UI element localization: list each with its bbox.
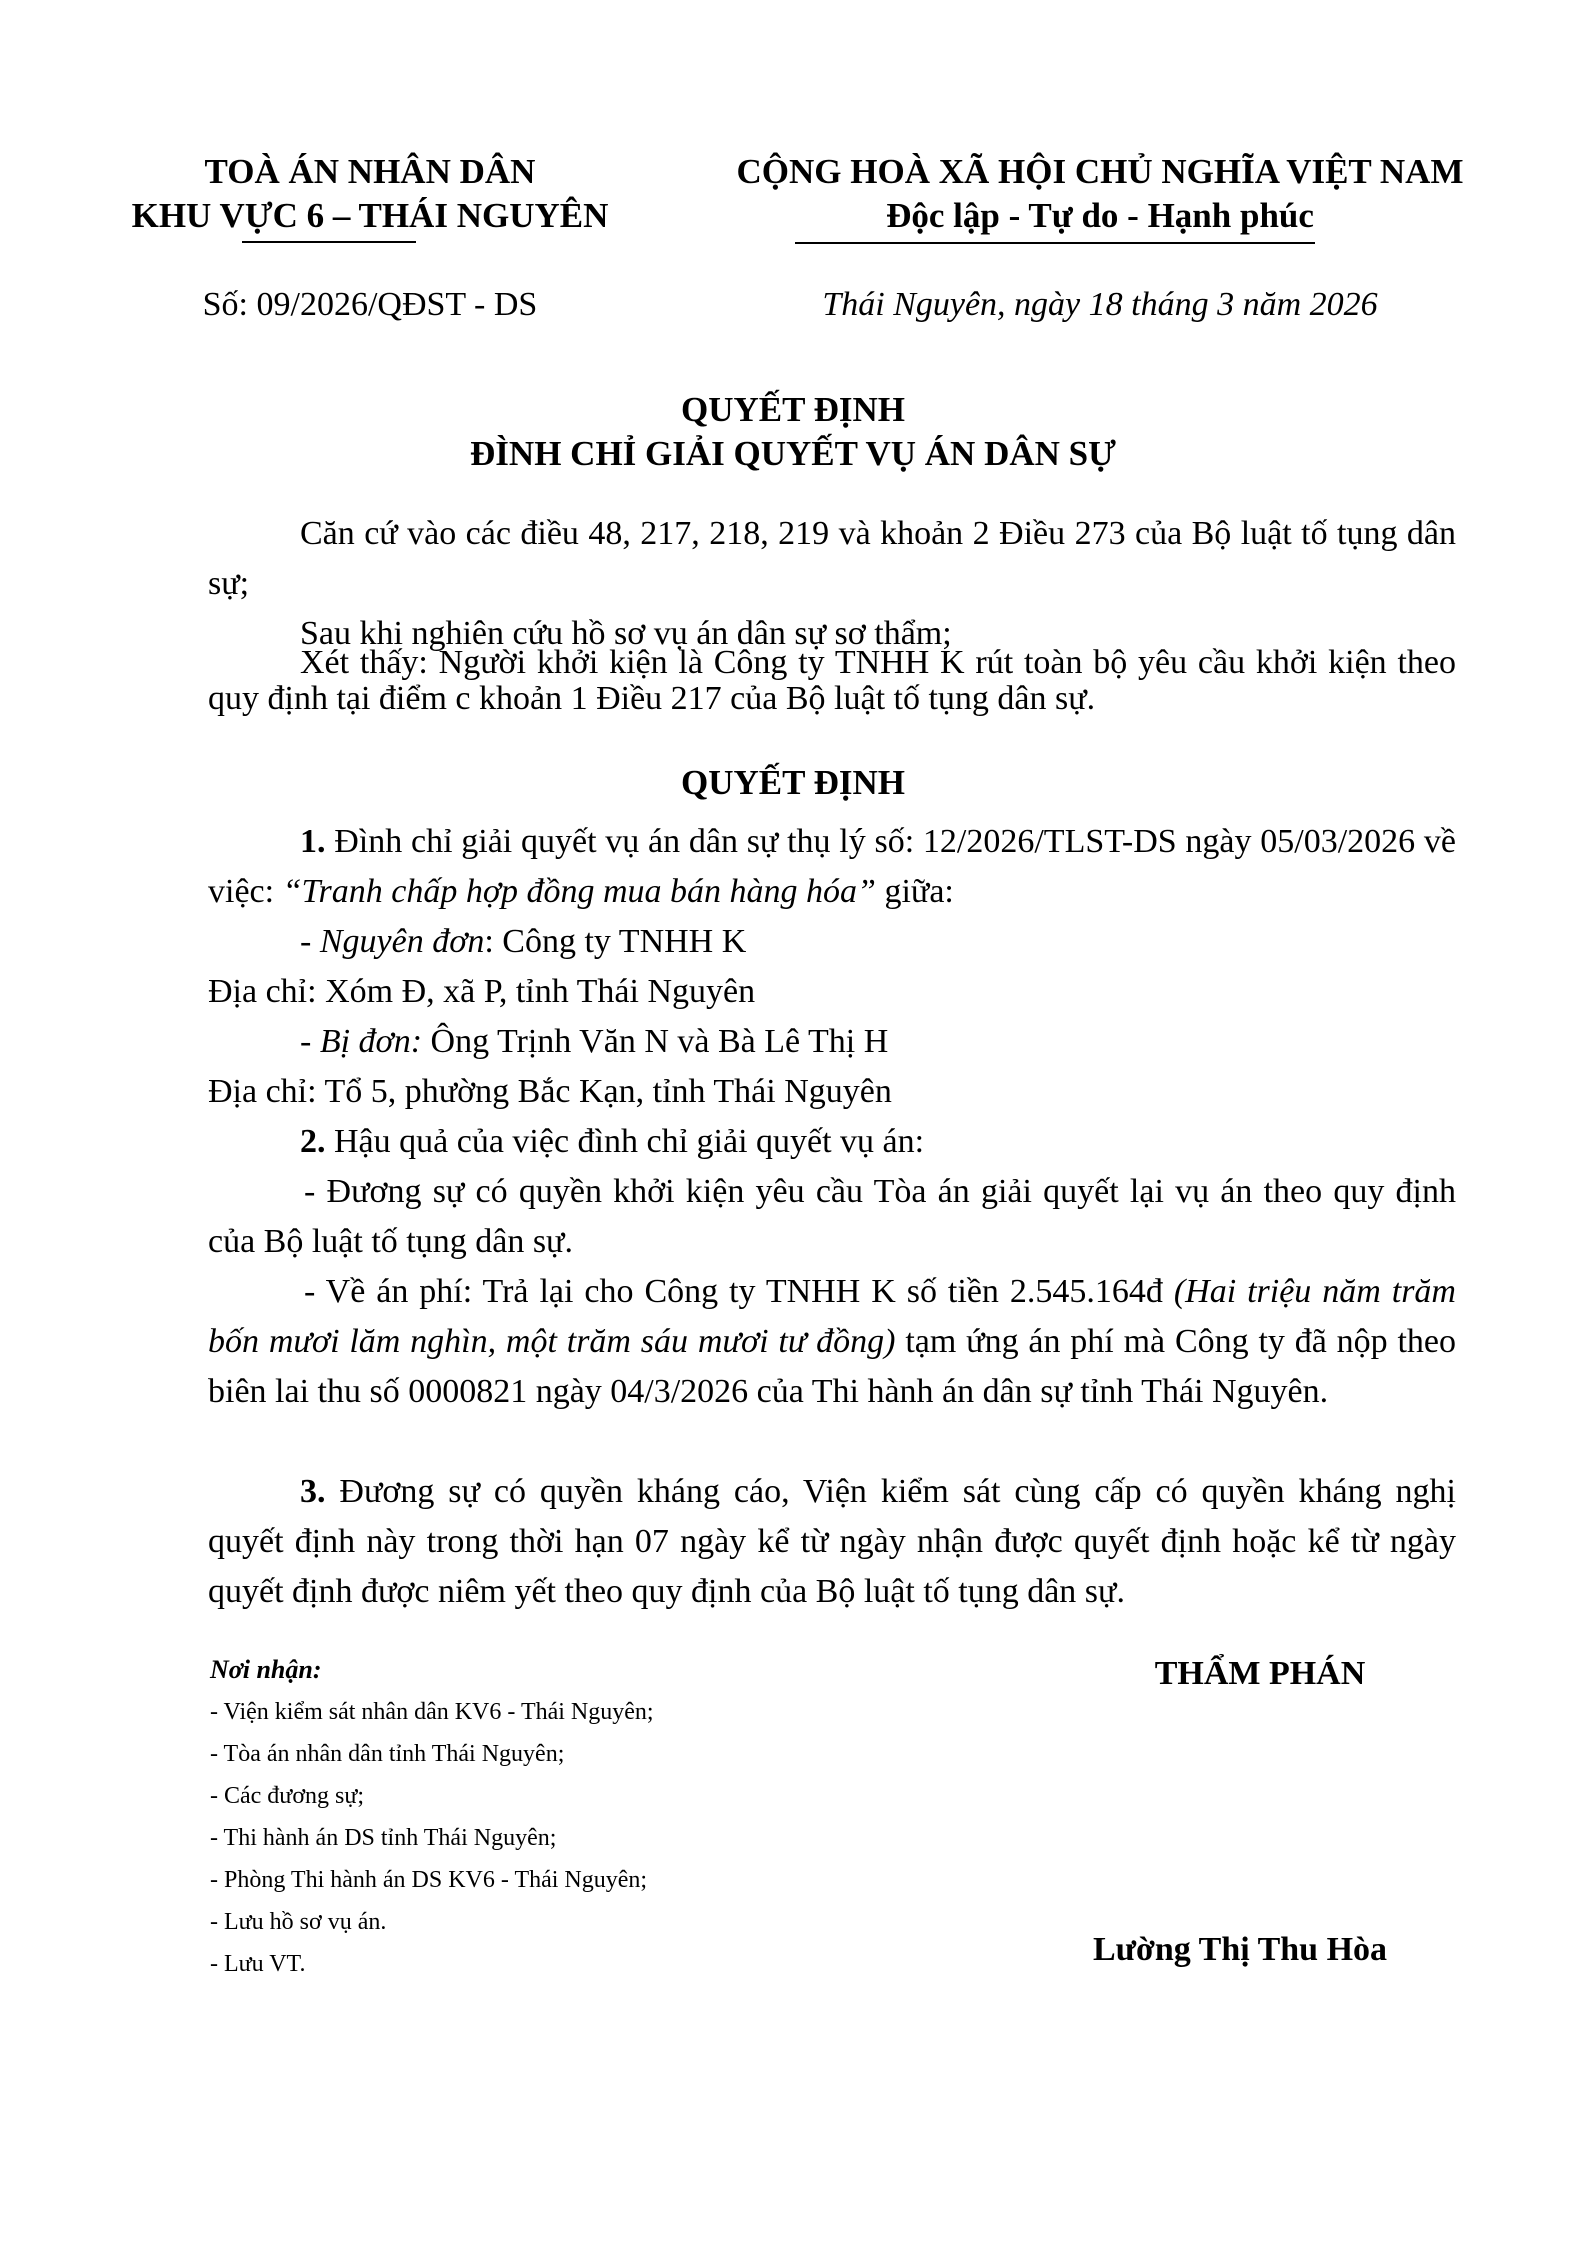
section-3-text: Đương sự có quyền kháng cáo, Viện kiểm sát cùng cấp có quyền kháng nghị quyết định này trong thời hạn 07 ngày kể từ ngày nhận được quyết định hoặc kể từ ngày quyết định được niêm yết theo quy định của Bộ luật tố tụng dân sự. (208, 1473, 1456, 1610)
defendant: - Bị đơn: Ông Trịnh Văn N và Bà Lê Thị H (300, 1023, 889, 1060)
case-name: “Tranh chấp hợp đồng mua bán hàng hóa” (282, 873, 876, 910)
section-2-number: 2. (300, 1123, 326, 1160)
section-1-tail: giữa: (875, 873, 954, 910)
document-title: QUYẾT ĐỊNH (681, 390, 905, 429)
section-3-number: 3. (300, 1473, 326, 1510)
refund-text: - Về án phí: Trả lại cho Công ty TNHH K số tiền 2.545.164đ (304, 1273, 1174, 1310)
recipients-label: Nơi nhận: (210, 1655, 322, 1684)
refund-amount-words: (Hai triệu năm trăm bốn mươi lăm nghìn, một trăm sáu mươi tư đồng) (208, 1273, 1456, 1360)
court-name-line2: KHU VỰC 6 – THÁI NGUYÊN (131, 196, 609, 235)
recipient-item: - Tòa án nhân dân tỉnh Thái Nguyên; (210, 1741, 565, 1767)
plaintiff-label: Nguyên đơn (319, 923, 485, 960)
case-review: Sau khi nghiên cứu hồ sơ vụ án dân sự sơ thẩm; (300, 615, 952, 652)
section-1-number: 1. (300, 823, 326, 860)
defendant-address: Địa chỉ: Tổ 5, phường Bắc Kạn, tỉnh Thái Nguyên (208, 1073, 892, 1110)
document-number: Số: 09/2026/QĐST - DS (202, 286, 538, 323)
recipient-item: - Lưu hồ sơ vụ án. (210, 1909, 387, 1935)
signer-name: Lường Thị Thu Hòa (1092, 1931, 1388, 1968)
finding: Xét thấy: Người khởi kiện là Công ty TNHH K rút toàn bộ yêu cầu khởi kiện theo quy định tại điểm c khoản 1 Điều 217 của Bộ luật tố tụng dân sự. (208, 644, 1456, 717)
recipient-item: - Lưu VT. (210, 1951, 306, 1977)
recipient-item: - Viện kiểm sát nhân dân KV6 - Thái Nguyên; (210, 1699, 654, 1725)
court-name-line1: TOÀ ÁN NHÂN DÂN (204, 152, 536, 191)
plaintiff-value: : Công ty TNHH K (484, 923, 747, 960)
court-fee-refund (208, 1267, 1456, 1417)
section-3 (208, 1467, 1456, 1617)
signer-title: THẨM PHÁN (1154, 1655, 1366, 1692)
document-subtitle: ĐÌNH CHỈ GIẢI QUYẾT VỤ ÁN DÂN SỰ (470, 434, 1116, 473)
motto-underline (795, 242, 1315, 244)
defendant-value: Ông Trịnh Văn N và Bà Lê Thị H (422, 1023, 889, 1060)
refund-receipt: tạm ứng án phí mà Công ty đã nộp theo biên lai thu số 0000821 ngày 04/3/2026 của Thi hành án dân sự tỉnh Thái Nguyên. (208, 1323, 1456, 1410)
recipient-item: - Phòng Thi hành án DS KV6 - Thái Nguyên; (210, 1867, 648, 1893)
recipient-item: - Các đương sự; (210, 1783, 365, 1809)
section-2-heading-text: Hậu quả của việc đình chỉ giải quyết vụ án: (325, 1123, 925, 1160)
court-underline (242, 241, 416, 243)
section-1 (208, 817, 1456, 917)
section-2-heading (300, 1117, 924, 1167)
decision-heading: QUYẾT ĐỊNH (681, 763, 905, 802)
right-to-refile: - Đương sự có quyền khởi kiện yêu cầu Tòa án giải quyết lại vụ án theo quy định của Bộ luật tố tụng dân sự. (208, 1173, 1456, 1260)
defendant-label: Bị đơn: (319, 1023, 423, 1060)
nation-motto: Độc lập - Tự do - Hạnh phúc (886, 196, 1314, 235)
section-1-text: Đình chỉ giải quyết vụ án dân sự thụ lý số: 12/2026/TLST-DS ngày 05/03/2026 về việc: (208, 823, 1456, 910)
legal-basis: Căn cứ vào các điều 48, 217, 218, 219 và khoản 2 Điều 273 của Bộ luật tố tụng dân sự; (208, 515, 1456, 602)
nation-title: CỘNG HOÀ XÃ HỘI CHỦ NGHĨA VIỆT NAM (736, 152, 1464, 191)
plaintiff-address: Địa chỉ: Xóm Đ, xã P, tỉnh Thái Nguyên (208, 973, 756, 1010)
plaintiff: - Nguyên đơn: Công ty TNHH K (300, 923, 747, 960)
recipient-item: - Thi hành án DS tỉnh Thái Nguyên; (210, 1825, 557, 1851)
place-and-date: Thái Nguyên, ngày 18 tháng 3 năm 2026 (822, 286, 1378, 323)
